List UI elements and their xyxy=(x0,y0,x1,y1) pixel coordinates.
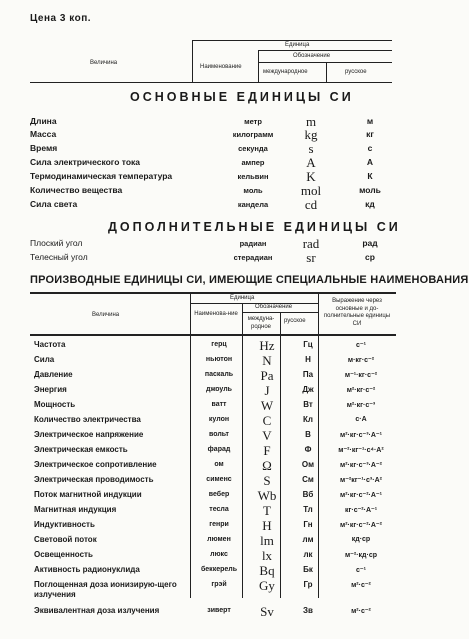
unit-ru: Н xyxy=(305,355,311,364)
unit-expression: м²·с⁻² xyxy=(351,608,371,615)
unit-name: паскаль xyxy=(204,371,234,378)
header-international: международное xyxy=(263,69,308,75)
table-row xyxy=(34,340,396,355)
quantity-name: Эквивалентная доза излучения xyxy=(34,606,160,615)
unit-name: тесла xyxy=(209,506,229,513)
header-expression: Выражение через основные и до-полнительные единицы СИ xyxy=(323,298,391,327)
unit-intl: Bq xyxy=(259,563,275,578)
table-row xyxy=(30,252,390,266)
divider xyxy=(30,82,392,83)
unit-ru: кг xyxy=(366,129,374,139)
unit-intl: J xyxy=(264,383,270,398)
table-row xyxy=(34,370,396,385)
unit-intl: mol xyxy=(300,183,322,198)
unit-expression: м²·кг·с⁻²·А⁻¹ xyxy=(340,492,382,499)
table-row xyxy=(34,475,396,490)
unit-ru: Дж xyxy=(302,385,314,394)
unit-name: моль xyxy=(243,186,263,195)
quantity-name: Длина xyxy=(30,116,57,126)
unit-name: кулон xyxy=(208,416,230,423)
unit-ru: В xyxy=(305,430,311,439)
unit-expression: м⁻²·кг⁻¹·с⁴·А² xyxy=(338,447,384,454)
section-title-basic: ОСНОВНЫЕ ЕДИНИЦЫ СИ xyxy=(130,90,354,104)
unit-intl: Ω xyxy=(262,458,272,473)
divider xyxy=(258,50,392,51)
unit-name: джоуль xyxy=(206,386,232,393)
section-title-derived: ПРОИЗВОДНЫЕ ЕДИНИЦЫ СИ, ИМЕЮЩИЕ СПЕЦИАЛЬНЫЕ НАИМЕНОВАНИЯ xyxy=(30,274,469,286)
quantity-name: Давление xyxy=(34,370,73,379)
table-row xyxy=(34,430,396,445)
unit-ru: рад xyxy=(362,238,378,248)
price-label: Цена 3 коп. xyxy=(30,13,92,24)
table-row xyxy=(34,400,396,415)
unit-name: ньютон xyxy=(205,356,233,363)
table-row xyxy=(34,385,396,400)
quantity-name: Электрическая проводимость xyxy=(34,475,154,484)
unit-ru: м xyxy=(366,116,374,126)
unit-intl: lx xyxy=(261,548,273,563)
unit-name: сименс xyxy=(206,476,232,483)
divider xyxy=(190,303,318,304)
divider xyxy=(30,334,396,336)
quantity-name: Плоский угол xyxy=(30,238,83,248)
unit-ru: с xyxy=(367,143,373,153)
header-russian: русское xyxy=(284,318,306,324)
unit-intl: C xyxy=(262,413,272,428)
unit-intl: lm xyxy=(260,533,274,548)
unit-intl: kg xyxy=(304,127,318,142)
header-name: Наименование xyxy=(200,64,242,70)
header-russian: русское xyxy=(345,69,367,75)
unit-expression: м⁻¹·кг·с⁻² xyxy=(344,372,378,379)
unit-expression: м⁻²·кд·ср xyxy=(345,552,377,559)
quantity-name: Масса xyxy=(30,129,57,139)
unit-expression: м²·кг·с⁻²·А⁻² xyxy=(340,522,382,529)
table-row xyxy=(34,520,396,535)
unit-name: зиверт xyxy=(207,607,231,614)
unit-ru: Гр xyxy=(303,580,313,589)
unit-intl: H xyxy=(262,518,272,533)
header-unit: Единица xyxy=(230,295,255,301)
unit-expression: м²·кг·с⁻³·А⁻¹ xyxy=(340,432,382,439)
table-row xyxy=(34,355,396,370)
unit-ru: Бк xyxy=(303,565,313,574)
unit-intl: sr xyxy=(306,250,316,265)
unit-intl: N xyxy=(262,353,272,368)
table-row xyxy=(34,550,396,565)
unit-intl: s xyxy=(308,141,314,156)
divider xyxy=(326,62,327,82)
unit-intl: Sv xyxy=(260,604,274,619)
quantity-name: Поглощенная доза ионизирую-щего излучения xyxy=(34,580,177,599)
unit-name: секунда xyxy=(238,144,268,153)
table-row xyxy=(34,490,396,505)
divider xyxy=(192,40,193,82)
quantity-name: Сила света xyxy=(30,199,78,209)
unit-ru: Ом xyxy=(301,460,315,469)
table-row xyxy=(30,199,390,213)
unit-ru: Тл xyxy=(303,505,313,514)
quantity-name: Поток магнитной индукции xyxy=(34,490,142,499)
unit-ru: К xyxy=(367,171,373,181)
table-row xyxy=(34,565,396,580)
unit-ru: Вб xyxy=(302,490,314,499)
quantity-name: Сила электрического тока xyxy=(30,157,141,167)
table-row xyxy=(34,505,396,520)
quantity-name: Мощность xyxy=(34,400,76,409)
divider xyxy=(258,62,392,63)
divider xyxy=(258,50,259,82)
unit-name: стерадиан xyxy=(233,253,273,262)
unit-expression: м²·с⁻² xyxy=(351,582,371,589)
quantity-name: Электрическое напряжение xyxy=(34,430,144,439)
unit-intl: W xyxy=(260,398,274,413)
unit-name: люкс xyxy=(210,551,228,558)
quantity-name: Энергия xyxy=(34,385,67,394)
unit-intl: S xyxy=(263,473,271,488)
quantity-name: Частота xyxy=(34,340,66,349)
header-unit: Единица xyxy=(285,42,310,48)
unit-name: радиан xyxy=(239,239,267,248)
unit-name: фарад xyxy=(207,446,231,453)
quantity-name: Освещенность xyxy=(34,550,93,559)
unit-name: герц xyxy=(211,341,227,348)
unit-ru: А xyxy=(366,157,374,167)
quantity-name: Сила xyxy=(34,355,55,364)
unit-name: кельвин xyxy=(237,172,269,181)
quantity-name: Электрическая емкость xyxy=(34,445,128,454)
table-row xyxy=(34,415,396,430)
header-international: междуна-родное xyxy=(247,316,275,330)
unit-expression: с·А xyxy=(355,416,367,423)
unit-ru: См xyxy=(302,475,314,484)
unit-ru: ср xyxy=(365,252,375,262)
divider xyxy=(242,312,318,313)
unit-intl: rad xyxy=(302,236,320,251)
table-row xyxy=(34,606,396,621)
quantity-name: Активность радионуклида xyxy=(34,565,140,574)
quantity-name: Термодинамическая температура xyxy=(30,171,173,181)
divider xyxy=(30,292,396,294)
unit-ru: лк xyxy=(303,550,313,559)
unit-expression: кг·с⁻²·А⁻¹ xyxy=(344,507,378,514)
unit-ru: Ф xyxy=(304,445,312,454)
unit-intl: A xyxy=(306,155,316,170)
unit-ru: Гн xyxy=(303,520,313,529)
unit-intl: Gy xyxy=(259,578,275,593)
unit-intl: cd xyxy=(304,197,318,212)
unit-name: кандела xyxy=(237,200,269,209)
unit-ru: Зв xyxy=(303,606,313,615)
quantity-name: Магнитная индукция xyxy=(34,505,117,514)
quantity-name: Электрическое сопротивление xyxy=(34,460,157,469)
quantity-name: Количество вещества xyxy=(30,185,123,195)
unit-expression: м²·кг·с⁻³ xyxy=(346,402,376,409)
unit-name: грэй xyxy=(211,581,227,588)
table-row xyxy=(34,460,396,475)
unit-name: люмен xyxy=(207,536,231,543)
unit-name: вольт xyxy=(209,431,229,438)
quantity-name: Телесный угол xyxy=(30,252,88,262)
unit-name: ватт xyxy=(211,401,227,408)
header-designation: Обозначение xyxy=(293,53,331,59)
unit-ru: моль xyxy=(359,185,381,195)
unit-name: ом xyxy=(214,461,224,468)
unit-ru: Па xyxy=(302,370,314,379)
unit-intl: Hz xyxy=(259,338,275,353)
unit-name: вебер xyxy=(208,491,230,498)
unit-ru: Гц xyxy=(303,340,313,349)
section-title-additional: ДОПОЛНИТЕЛЬНЫЕ ЕДИНИЦЫ СИ xyxy=(108,220,401,234)
unit-name: генри xyxy=(209,521,229,528)
header-quantity: Величина xyxy=(90,60,118,66)
unit-intl: Wb xyxy=(257,488,277,503)
unit-intl: T xyxy=(263,503,271,518)
header-name: Наименова-ние xyxy=(194,311,238,317)
unit-name: метр xyxy=(244,117,262,126)
unit-ru: лм xyxy=(302,535,314,544)
table-row xyxy=(34,580,396,606)
quantity-name: Количество электричества xyxy=(34,415,141,424)
table-row xyxy=(34,535,396,550)
unit-name: беккерель xyxy=(200,566,238,573)
unit-expression: м⁻²кг⁻¹·с³·А² xyxy=(340,477,382,484)
unit-intl: Pa xyxy=(260,368,274,383)
quantity-name: Время xyxy=(30,143,58,153)
unit-name: ампер xyxy=(241,158,265,167)
unit-expression: м²·кг·с⁻³·А⁻² xyxy=(340,462,382,469)
unit-ru: Вт xyxy=(303,400,313,409)
unit-expression: с⁻¹ xyxy=(356,342,366,349)
header-quantity: Величина xyxy=(92,312,120,318)
quantity-name: Индуктивность xyxy=(34,520,95,529)
unit-expression: м·кг·с⁻² xyxy=(347,357,375,364)
unit-intl: K xyxy=(306,169,316,184)
unit-expression: м²·кг·с⁻² xyxy=(346,387,376,394)
unit-ru: Кл xyxy=(303,415,313,424)
unit-intl: m xyxy=(305,114,317,129)
divider xyxy=(192,40,392,41)
quantity-name: Световой поток xyxy=(34,535,97,544)
header-designation: Обозначение xyxy=(255,304,293,310)
unit-intl: V xyxy=(262,428,272,443)
unit-expression: кд·ср xyxy=(351,536,371,543)
table-row xyxy=(34,445,396,460)
unit-name: килограмм xyxy=(232,130,274,139)
unit-intl: F xyxy=(263,443,271,458)
unit-ru: кд xyxy=(365,199,375,209)
unit-expression: с⁻¹ xyxy=(356,567,366,574)
